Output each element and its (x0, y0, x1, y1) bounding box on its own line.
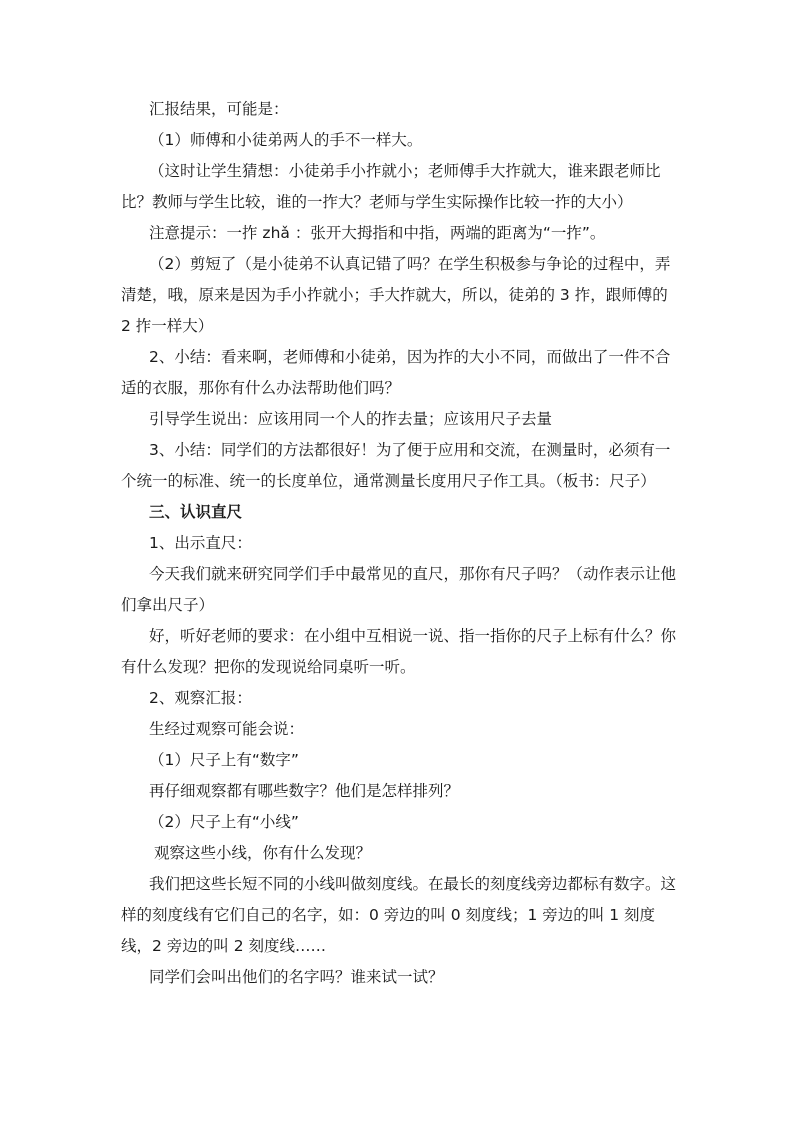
paragraph-numbers: （1）尺子上有“数字” (149, 751, 299, 769)
paragraph-study-ruler: 今天我们就来研究同学们手中最常见的直尺，那你有尺子吗？（动作表示让他们拿出尺子） (121, 565, 677, 614)
paragraph-observe-report: 2、观察汇报： (149, 689, 252, 707)
paragraph-report-results: 汇报结果，可能是： (149, 100, 289, 118)
paragraph-show-ruler: 1、出示直尺： (149, 534, 252, 552)
document-body (121, 94, 677, 993)
paragraph-numbers-order: 再仔细观察都有哪些数字？他们是怎样排列？ (149, 782, 460, 800)
paragraph-cut-short: （2）剪短了（是小徒弟不认真记错了吗？在学生积极参与争论的过程中，弄清楚，哦，原来是因为手小拃就小；手大拃就大，所以，徒弟的 3 拃，跟师傅的 2 拃一样大） (121, 255, 671, 335)
paragraph-tick-marks: 我们把这些长短不同的小线叫做刻度线。在最长的刻度线旁边都标有数字。这样的刻度线有它们自己的名字，如：0 旁边的叫 0 刻度线；1 旁边的叫 1 刻度线，2 旁边的叫 2 刻度线…… (121, 875, 677, 955)
paragraph-summary-3: 3、小结：同学们的方法都很好！为了便于应用和交流，在测量时，必须有一个统一的标准、统一的长度单位，通常测量长度用尺子作工具。（板书：尺子） (121, 441, 671, 490)
paragraph-summary-2: 2、小结：看来啊，老师傅和小徒弟，因为拃的大小不同，而做出了一件不合适的衣服，那你有什么办法帮助他们吗？ (121, 348, 671, 397)
paragraph-requirements: 好，听好老师的要求：在小组中互相说一说、指一指你的尺子上标有什么？你有什么发现？把你的发现说给同桌听一听。 (121, 627, 677, 676)
paragraph-lines-observe: 观察这些小线，你有什么发现？ (154, 844, 372, 862)
paragraph-guide: 引导学生说出：应该用同一个人的拃去量；应该用尺子去量 (149, 410, 553, 428)
paragraph-students-say: 生经过观察可能会说： (149, 720, 305, 738)
paragraph-hand-size: （1）师傅和小徒弟两人的手不一样大。 (149, 131, 423, 149)
paragraph-try: 同学们会叫出他们的名字吗？谁来试一试？ (149, 968, 444, 986)
paragraph-note-zha: 注意提示：一拃 zhǎ ：张开大拇指和中指，两端的距离为“一拃”。 (149, 224, 606, 242)
section-heading: 三、认识直尺 (149, 503, 243, 521)
paragraph-lines: （2）尺子上有“小线” (149, 813, 299, 831)
paragraph-guess: （这时让学生猜想：小徒弟手小拃就小；老师傅手大拃就大，谁来跟老师比比？教师与学生比较，谁的一拃大？老师与学生实际操作比较一拃的大小） (121, 162, 661, 211)
